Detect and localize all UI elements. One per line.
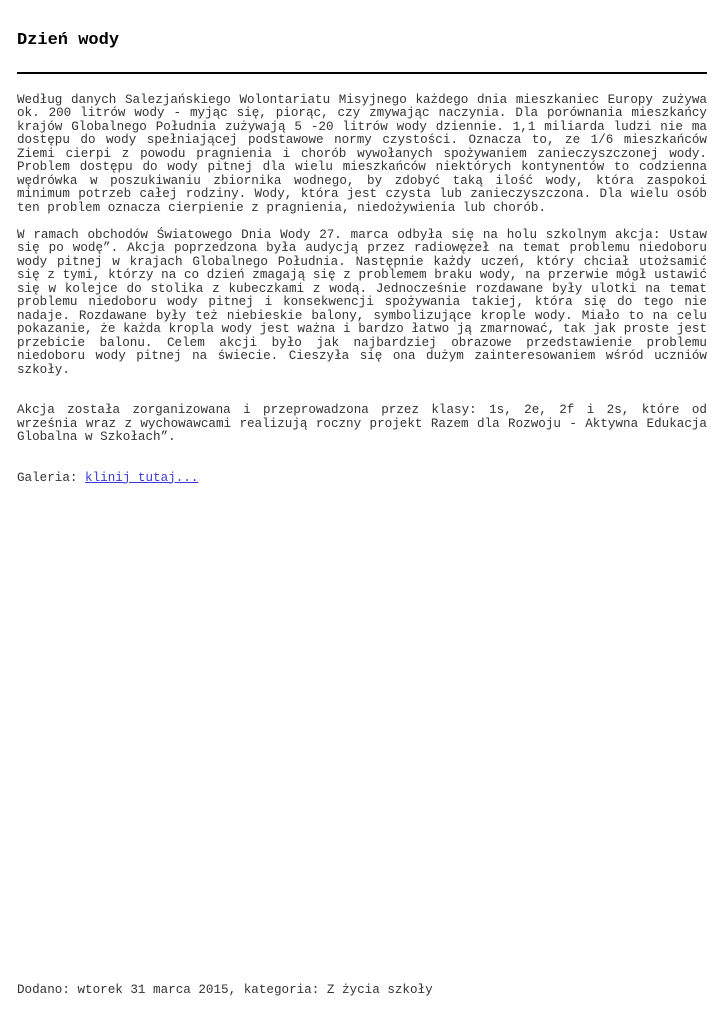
- article-paragraph-event: W ramach obchodów Światowego Dnia Wody 27. marca odbyła się na holu szkolnym akcja: Ustaw się po wodę”. Akcja poprzedzona była audycją przez radiowęzeł na temat problemu niedoboru wody pitnej w krajach Globalnego Południa. Następnie każdy uczeń, który chciał utożsamić się z tymi, którzy na co dzień zmagają się z problemem braku wody, na przerwie mógł ustawić się w kolejce do stolika z kubeczkami z wodą. Jednocześnie rozdawane były ulotki na temat problemu niedoboru wody pitnej i konsekwencji spożywania takiej, która się do tego nie nadaje. Rozdawane były też niebieskie balony, symbolizujące krople wody. Miało to na celu pokazanie, że każda kropla wody jest ważna i bardzo łatwo ją zmarnować, tak jak proste jest przebicie balonu. Celem akcji było jak najbardziej obrazowe przedstawienie problemu niedoboru wody pitnej na świecie. Cieszyła się ona dużym zainteresowaniem wśród uczniów szkoły.: [17, 227, 707, 377]
- article-paragraph-intro: Według danych Salezjańskiego Wolontariatu Misyjnego każdego dnia mieszkaniec Europy zużywa ok. 200 litrów wody - myjąc się, piorąc, czy zmywając naczynia. Dla porównania mieszkańcy krajów Globalnego Południa zużywają 5 -20 litrów wody dziennie. 1,1 miliarda ludzi nie ma dostępu do wody spełniającej podstawowe normy czystości. Oznacza to, ze 1/6 mieszkańców Ziemi cierpi z powodu pragnienia i chorób wywołanych spożywaniem zanieczyszczonej wody. Problem dostępu do wody pitnej dla wielu mieszkańców niektórych kontynentów to codzienna wędrówka w poszukiwaniu zbiornika wodnego, by zdobyć taką ilość wody, która zaspokoi minimum potrzeb całej rodziny. Wody, która jest czysta lub zanieczyszczona. Dla wielu osób ten problem oznacza cierpienie z pragnienia, niedożywienia lub chorób.: [17, 92, 707, 215]
- gallery-label: Galeria:: [17, 470, 86, 485]
- article-body: [17, 80, 707, 499]
- post-meta-footer: Dodano: wtorek 31 marca 2015, kategoria: Z życia szkoły: [17, 983, 433, 997]
- gallery-line: [17, 472, 707, 486]
- gallery-link[interactable]: klinij tutaj...: [85, 470, 199, 485]
- article-paragraph-organizers: Akcja została zorganizowana i przeprowadzona przez klasy: 1s, 2e, 2f i 2s, które od września wraz z wychowawcami realizują roczny projekt Razem dla Rozwoju - Aktywna Edukacja Globalna w Szkołach”.: [17, 403, 707, 444]
- title-divider: [17, 72, 707, 74]
- page-title: Dzień wody: [17, 31, 120, 50]
